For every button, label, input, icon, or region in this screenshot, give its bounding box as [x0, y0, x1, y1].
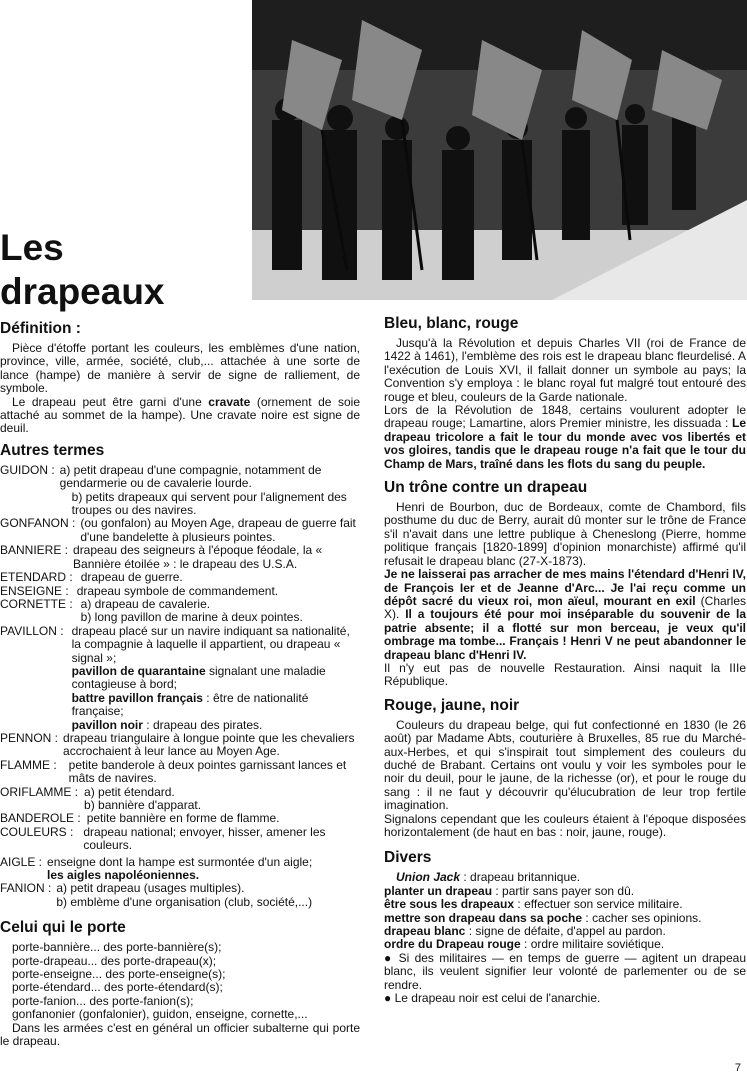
- text: : signe de défaite, d'appel au pardon.: [465, 924, 666, 939]
- divers-item: [384, 898, 746, 911]
- term-key: FANION :: [0, 881, 52, 896]
- term-key: BANNIERE :: [0, 543, 69, 558]
- parade-photo: [252, 0, 747, 300]
- term-flamme: [0, 759, 360, 786]
- left-column: [0, 320, 360, 1049]
- term-key: FLAMME :: [0, 757, 57, 772]
- term-value: (ou gonfalon) au Moyen Age, drapeau de guerre fait d'une bandelette à plusieurs pointes.: [80, 516, 356, 544]
- text: Le drapeau peut être garni d'une: [12, 394, 209, 409]
- term-value: [42, 856, 360, 883]
- text: : cacher ses opinions.: [582, 910, 702, 925]
- term-key: ENSEIGNE :: [0, 583, 69, 598]
- text: b) petits drapeaux qui servent pour l'alignement des troupes ou des navires.: [71, 489, 347, 518]
- term-gonfanon: [0, 517, 360, 544]
- term-cornette: [0, 598, 360, 625]
- term-value: petite bannière en forme de flamme.: [86, 811, 280, 826]
- text: b) emblème d'une organisation (club, société,...): [56, 894, 313, 909]
- text-bold: pavillon noir: [71, 717, 143, 732]
- porte-line: porte-enseigne... des porte-enseigne(s);: [12, 967, 226, 982]
- divers-note: ● Si des militaires — en temps de guerre — agitent un drapeau blanc, ils veulent signifier leur volonté de parlementer ou de se rendre.: [384, 950, 746, 992]
- term-value: drapeau triangulaire à longue pointe que les chevaliers accrochaient à leur lance au Moyen Age.: [63, 730, 355, 759]
- divers-list: [384, 871, 746, 1005]
- text: signalant une maladie contagieuse à bord;: [71, 663, 326, 692]
- text: (Charles X).: [384, 593, 746, 622]
- text-bold: mettre son drapeau dans sa poche: [384, 910, 583, 925]
- bleu-paragraph-2: [384, 404, 746, 471]
- text-bold: drapeau blanc: [384, 924, 466, 939]
- term-banniere: [0, 544, 360, 571]
- term-aigle: [0, 856, 360, 883]
- porte-list: [0, 941, 360, 1021]
- term-fanion: [0, 882, 360, 909]
- text: a) drapeau de cavalerie.: [80, 596, 211, 611]
- term-key: ORIFLAMME :: [0, 784, 79, 799]
- term-key: AIGLE :: [0, 854, 43, 869]
- trone-paragraph-1: Henri de Bourbon, duc de Bordeaux, comte de Chambord, fils posthume du duc de Berry, aurait dû monter sur le trône de France s'il n'avait dans une lettre publique à Cheneslong (Pierre, homme politique français [1820-1899] d'opinion monarchiste) affirmé qu'il refusait le drapeau blanc (27-X-1873).: [384, 500, 746, 568]
- term-key: BANDEROLE :: [0, 811, 81, 826]
- definition-cravate: [0, 396, 360, 436]
- term-key: GUIDON :: [0, 462, 55, 477]
- term-value: [64, 625, 360, 732]
- text: a) petit drapeau d'une compagnie, notamment de gendarmerie ou de cavalerie lourde.: [59, 462, 322, 491]
- term-value: [51, 882, 360, 909]
- divers-item: [384, 885, 746, 898]
- text: : effectuer son service militaire.: [514, 897, 683, 912]
- right-column: [384, 315, 746, 1005]
- divers-item: [384, 912, 746, 925]
- term-pavillon: [0, 625, 360, 732]
- porte-line: porte-drapeau... des porte-drapeau(x);: [12, 953, 217, 968]
- porte-line: gonfanonier (gonfalonier), guidon, enseigne, cornette,...: [12, 1007, 308, 1022]
- trone-heading: Un trône contre un drapeau: [384, 479, 588, 497]
- definition-paragraph: Pièce d'étoffe portant les couleurs, les emblèmes d'une nation, province, ville, armée, société, club,... attachée à une sorte de lance (hampe) de manière à servir de signe de ralliement, de symbole.: [0, 341, 360, 396]
- divers-heading: Divers: [384, 849, 432, 867]
- text-bold: cravate: [208, 394, 251, 409]
- term-value: drapeau symbole de commandement.: [76, 583, 279, 598]
- term-value: [55, 464, 360, 518]
- text: (ornement de soie attaché au sommet de la hampe). Une cravate noire est signe de deuil.: [0, 394, 360, 436]
- term-value: [78, 786, 360, 813]
- text: b) long pavillon de marine à deux pointes.: [80, 610, 303, 625]
- term-key: PENNON :: [0, 730, 59, 745]
- divers-note: ● Le drapeau noir est celui de l'anarchie.: [384, 991, 601, 1006]
- text: Lors de la Révolution de 1848, certains voulurent adopter le drapeau rouge; Lamartine, alors Premier ministre, les dissuada :: [384, 403, 746, 431]
- term-key: GONFANON :: [0, 516, 76, 531]
- term-pennon: [0, 732, 360, 759]
- rouge-paragraph-2: Signalons cependant que les couleurs étaient à l'époque disposées horizontalement (de haut en bas : noir, jaune, rouge).: [384, 811, 746, 839]
- term-key: ETENDARD :: [0, 570, 73, 585]
- page-title: [0, 226, 250, 314]
- term-value: drapeau des seigneurs à l'époque féodale, la « Bannière étoilée » : le drapeau des U.S.A.: [73, 543, 323, 571]
- text-bold: battre pavillon français: [71, 690, 203, 705]
- term-value: drapeau national; envoyer, hisser, amener les couleurs.: [83, 824, 326, 853]
- trone-quote: [384, 568, 746, 662]
- term-value: drapeau de guerre.: [80, 570, 183, 585]
- text: : partir sans payer son dû.: [492, 883, 635, 898]
- text: : être de nationalité française;: [71, 690, 309, 719]
- term-value: [73, 598, 360, 625]
- text-bold: Il a toujours été pour moi inséparable du souvenir de la patrie absente; il a flotté sur mon berceau, je veux qu'il ombrage ma tombe... Français ! Henri V ne peut abandonner le drapeau blanc d'Henri IV.: [384, 607, 747, 662]
- rouge-paragraph-1: Couleurs du drapeau belge, qui fut confectionné en 1830 (le 26 août) par Madame Abts, couturière à Bruxelles, 85 rue du Marché-aux-Herbes, et qui s'inspirait tout simplement des couleurs du duché de Brabant. Certains ont voulu y voir les symboles pour le noir du deuil, pour le jaune, de la richesse (or), et pour le rouge du sang : il ne faut y découvrir qu'élucubration de leur trop fertile imagination.: [384, 717, 746, 813]
- text-bold: Le drapeau tricolore a fait le tour du monde avec vos libertés et vos gloires, tandis que le drapeau rouge n'a fait que le tour du Champ de Mars, traîné dans les flots du sang du peuple.: [384, 416, 746, 471]
- divers-item: [384, 925, 746, 938]
- text-bold: Je ne laisserai pas arracher de mes mains l'étendard d'Henri IV, de François Ier et de Jeanne d'Arc... Je l'ai reçu comme un dépôt sacré du vieux roi, mon aïeul, mourant en exil: [384, 567, 746, 608]
- porte-line: porte-étendard... des porte-étendard(s);: [12, 980, 223, 995]
- term-key: CORNETTE :: [0, 596, 73, 611]
- bleu-paragraph-1: Jusqu'à la Révolution et depuis Charles VII (roi de France de 1422 à 1461), l'emblème des rois est le drapeau blanc fleurdelisé. A l'exécution de Louis XVI, il fallait donner un symbole au pays; la Convention s'y employa : le blanc royal fut malgré tout entouré des rouge et bleu, couleurs de la Garde nationale.: [384, 336, 746, 404]
- text: a) petit drapeau (usages multiples).: [56, 881, 245, 896]
- text-bold: les aigles napoléoniennes.: [47, 868, 200, 883]
- text-bold: ordre du Drapeau rouge: [384, 937, 521, 952]
- text: : drapeau britannique.: [460, 870, 581, 885]
- trone-paragraph-3: Il n'y eut pas de nouvelle Restauration. Ainsi naquit la IIIe République.: [384, 660, 746, 689]
- title-line-1: Les: [0, 227, 64, 268]
- text: b) bannière d'apparat.: [84, 798, 202, 812]
- term-oriflamme: [0, 786, 360, 813]
- term-couleurs: [0, 826, 360, 853]
- text-bold: planter un drapeau: [384, 883, 493, 898]
- term-enseigne: [0, 585, 360, 598]
- divers-item: [384, 871, 746, 884]
- autres-heading: Autres termes: [0, 441, 105, 459]
- text: : ordre militaire soviétique.: [520, 937, 665, 952]
- text: a) petit étendard.: [84, 784, 175, 799]
- term-guidon: [0, 464, 360, 518]
- porte-note: Dans les armées c'est en général un officier subalterne qui porte le drapeau.: [0, 1020, 360, 1049]
- text: enseigne dont la hampe est surmontée d'un aigle;: [47, 854, 313, 869]
- page-number: 7: [734, 1062, 741, 1074]
- divers-item: [384, 938, 746, 951]
- term-banderole: [0, 812, 360, 825]
- term-value: petite banderole à deux pointes garnissant lances et mâts de navires.: [68, 757, 347, 786]
- rouge-heading: Rouge, jaune, noir: [384, 696, 520, 714]
- porte-line: porte-bannière... des porte-bannière(s);: [12, 940, 222, 955]
- term-key: COULEURS :: [0, 824, 74, 839]
- porte-line: porte-fanion... des porte-fanion(s);: [12, 993, 194, 1008]
- text-italic: Union Jack: [396, 870, 461, 885]
- text: drapeau placé sur un navire indiquant sa nationalité, la compagnie à laquelle il appartient, ou drapeau « signal »;: [71, 623, 350, 665]
- term-key: PAVILLON :: [0, 623, 64, 638]
- porte-heading: Celui qui le porte: [0, 919, 126, 937]
- text-bold: pavillon de quarantaine: [71, 663, 206, 678]
- bleu-heading: Bleu, blanc, rouge: [384, 315, 519, 332]
- term-etendard: [0, 571, 360, 584]
- text-bold: être sous les drapeaux: [384, 897, 515, 912]
- title-line-2: drapeaux: [0, 271, 165, 312]
- definition-heading: Définition :: [0, 320, 81, 337]
- text: : drapeau des pirates.: [142, 717, 263, 732]
